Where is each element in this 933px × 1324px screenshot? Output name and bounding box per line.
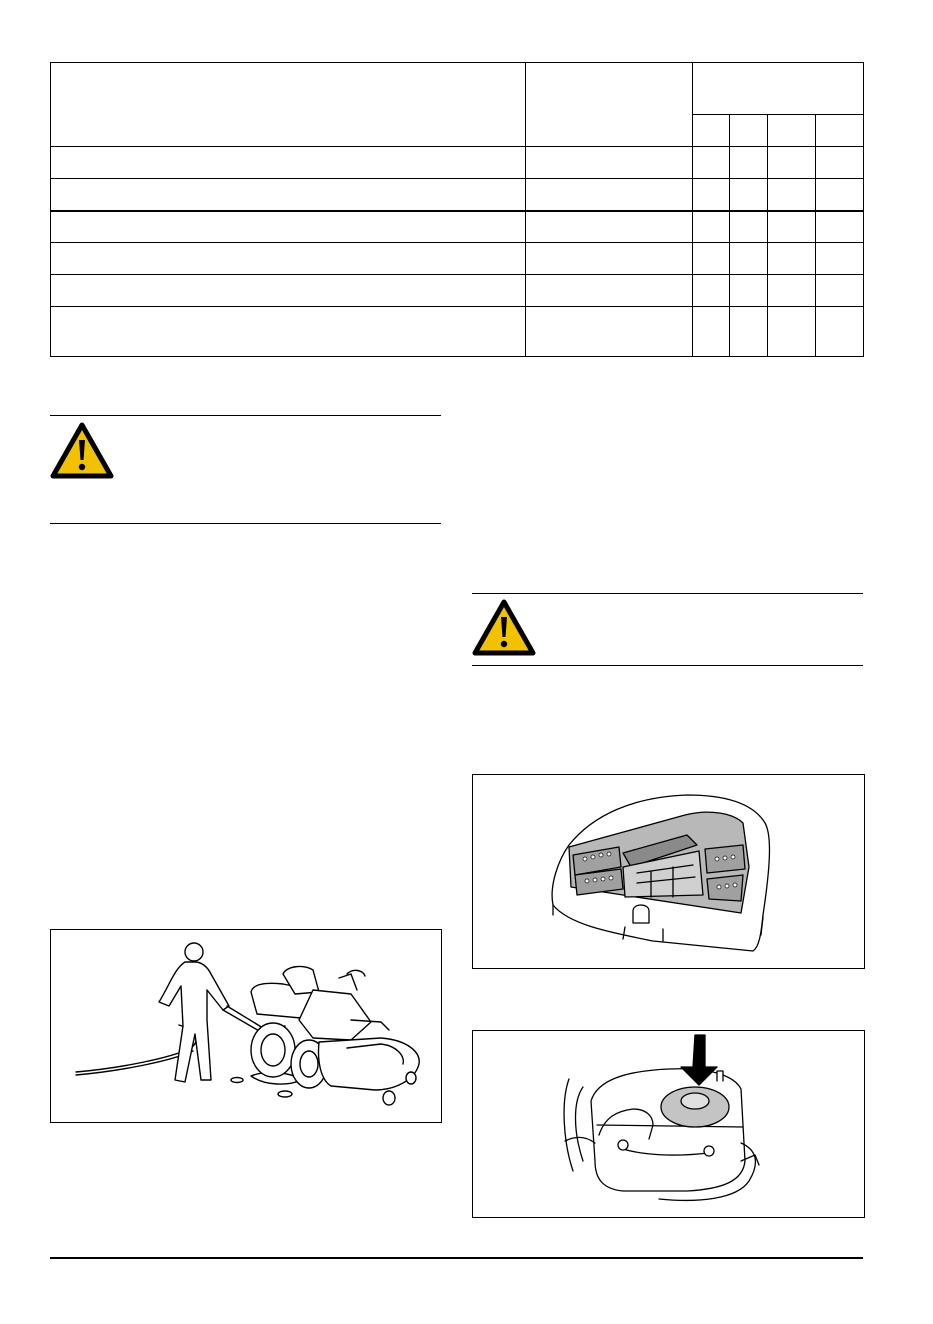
row-task bbox=[51, 147, 526, 179]
table-row bbox=[51, 147, 864, 179]
warning-box-left bbox=[50, 415, 441, 524]
table-row bbox=[51, 243, 864, 275]
row-cell bbox=[816, 275, 864, 307]
row-task bbox=[51, 179, 526, 211]
row-cell bbox=[730, 307, 768, 357]
row-cell bbox=[816, 211, 864, 243]
warning-triangle-icon bbox=[472, 599, 536, 657]
table-row bbox=[51, 211, 864, 243]
row-cell bbox=[693, 275, 730, 307]
row-task bbox=[51, 275, 526, 307]
subheader-3 bbox=[768, 115, 816, 147]
row-cell bbox=[816, 243, 864, 275]
row-cell bbox=[816, 307, 864, 357]
header-task bbox=[51, 63, 526, 147]
row-task bbox=[51, 307, 526, 357]
row-interval bbox=[526, 211, 693, 243]
row-cell bbox=[730, 179, 768, 211]
row-interval bbox=[526, 275, 693, 307]
row-task bbox=[51, 211, 526, 243]
row-cell bbox=[816, 179, 864, 211]
header-interval bbox=[526, 63, 693, 147]
row-cell bbox=[693, 243, 730, 275]
row-task bbox=[51, 243, 526, 275]
maintenance-table bbox=[50, 62, 864, 357]
row-interval bbox=[526, 179, 693, 211]
figure-control-panel bbox=[472, 774, 865, 969]
figure-filter-cover bbox=[472, 1030, 865, 1218]
row-cell bbox=[693, 307, 730, 357]
row-cell bbox=[730, 275, 768, 307]
row-interval bbox=[526, 147, 693, 179]
subheader-4 bbox=[816, 115, 864, 147]
footer-divider bbox=[50, 1257, 863, 1259]
row-interval bbox=[526, 243, 693, 275]
table-row bbox=[51, 275, 864, 307]
row-cell bbox=[768, 243, 816, 275]
row-cell bbox=[768, 147, 816, 179]
subheader-2 bbox=[730, 115, 768, 147]
row-cell bbox=[730, 211, 768, 243]
washing-mower-illustration bbox=[51, 930, 441, 1122]
header-group bbox=[693, 63, 864, 115]
row-cell bbox=[693, 179, 730, 211]
table-row bbox=[51, 307, 864, 357]
control-panel-illustration bbox=[473, 775, 864, 968]
row-cell bbox=[768, 275, 816, 307]
row-cell bbox=[768, 307, 816, 357]
warning-triangle-icon bbox=[50, 422, 114, 480]
row-cell bbox=[816, 147, 864, 179]
table-row bbox=[51, 179, 864, 211]
row-cell bbox=[730, 243, 768, 275]
table-header-row bbox=[51, 63, 864, 115]
row-cell bbox=[768, 211, 816, 243]
figure-washing-mower bbox=[50, 929, 442, 1123]
row-cell bbox=[730, 147, 768, 179]
subheader-1 bbox=[693, 115, 730, 147]
row-cell bbox=[693, 211, 730, 243]
warning-box-right bbox=[472, 593, 863, 666]
row-cell bbox=[693, 147, 730, 179]
row-interval bbox=[526, 307, 693, 357]
filter-cover-illustration bbox=[473, 1031, 864, 1217]
row-cell bbox=[768, 179, 816, 211]
